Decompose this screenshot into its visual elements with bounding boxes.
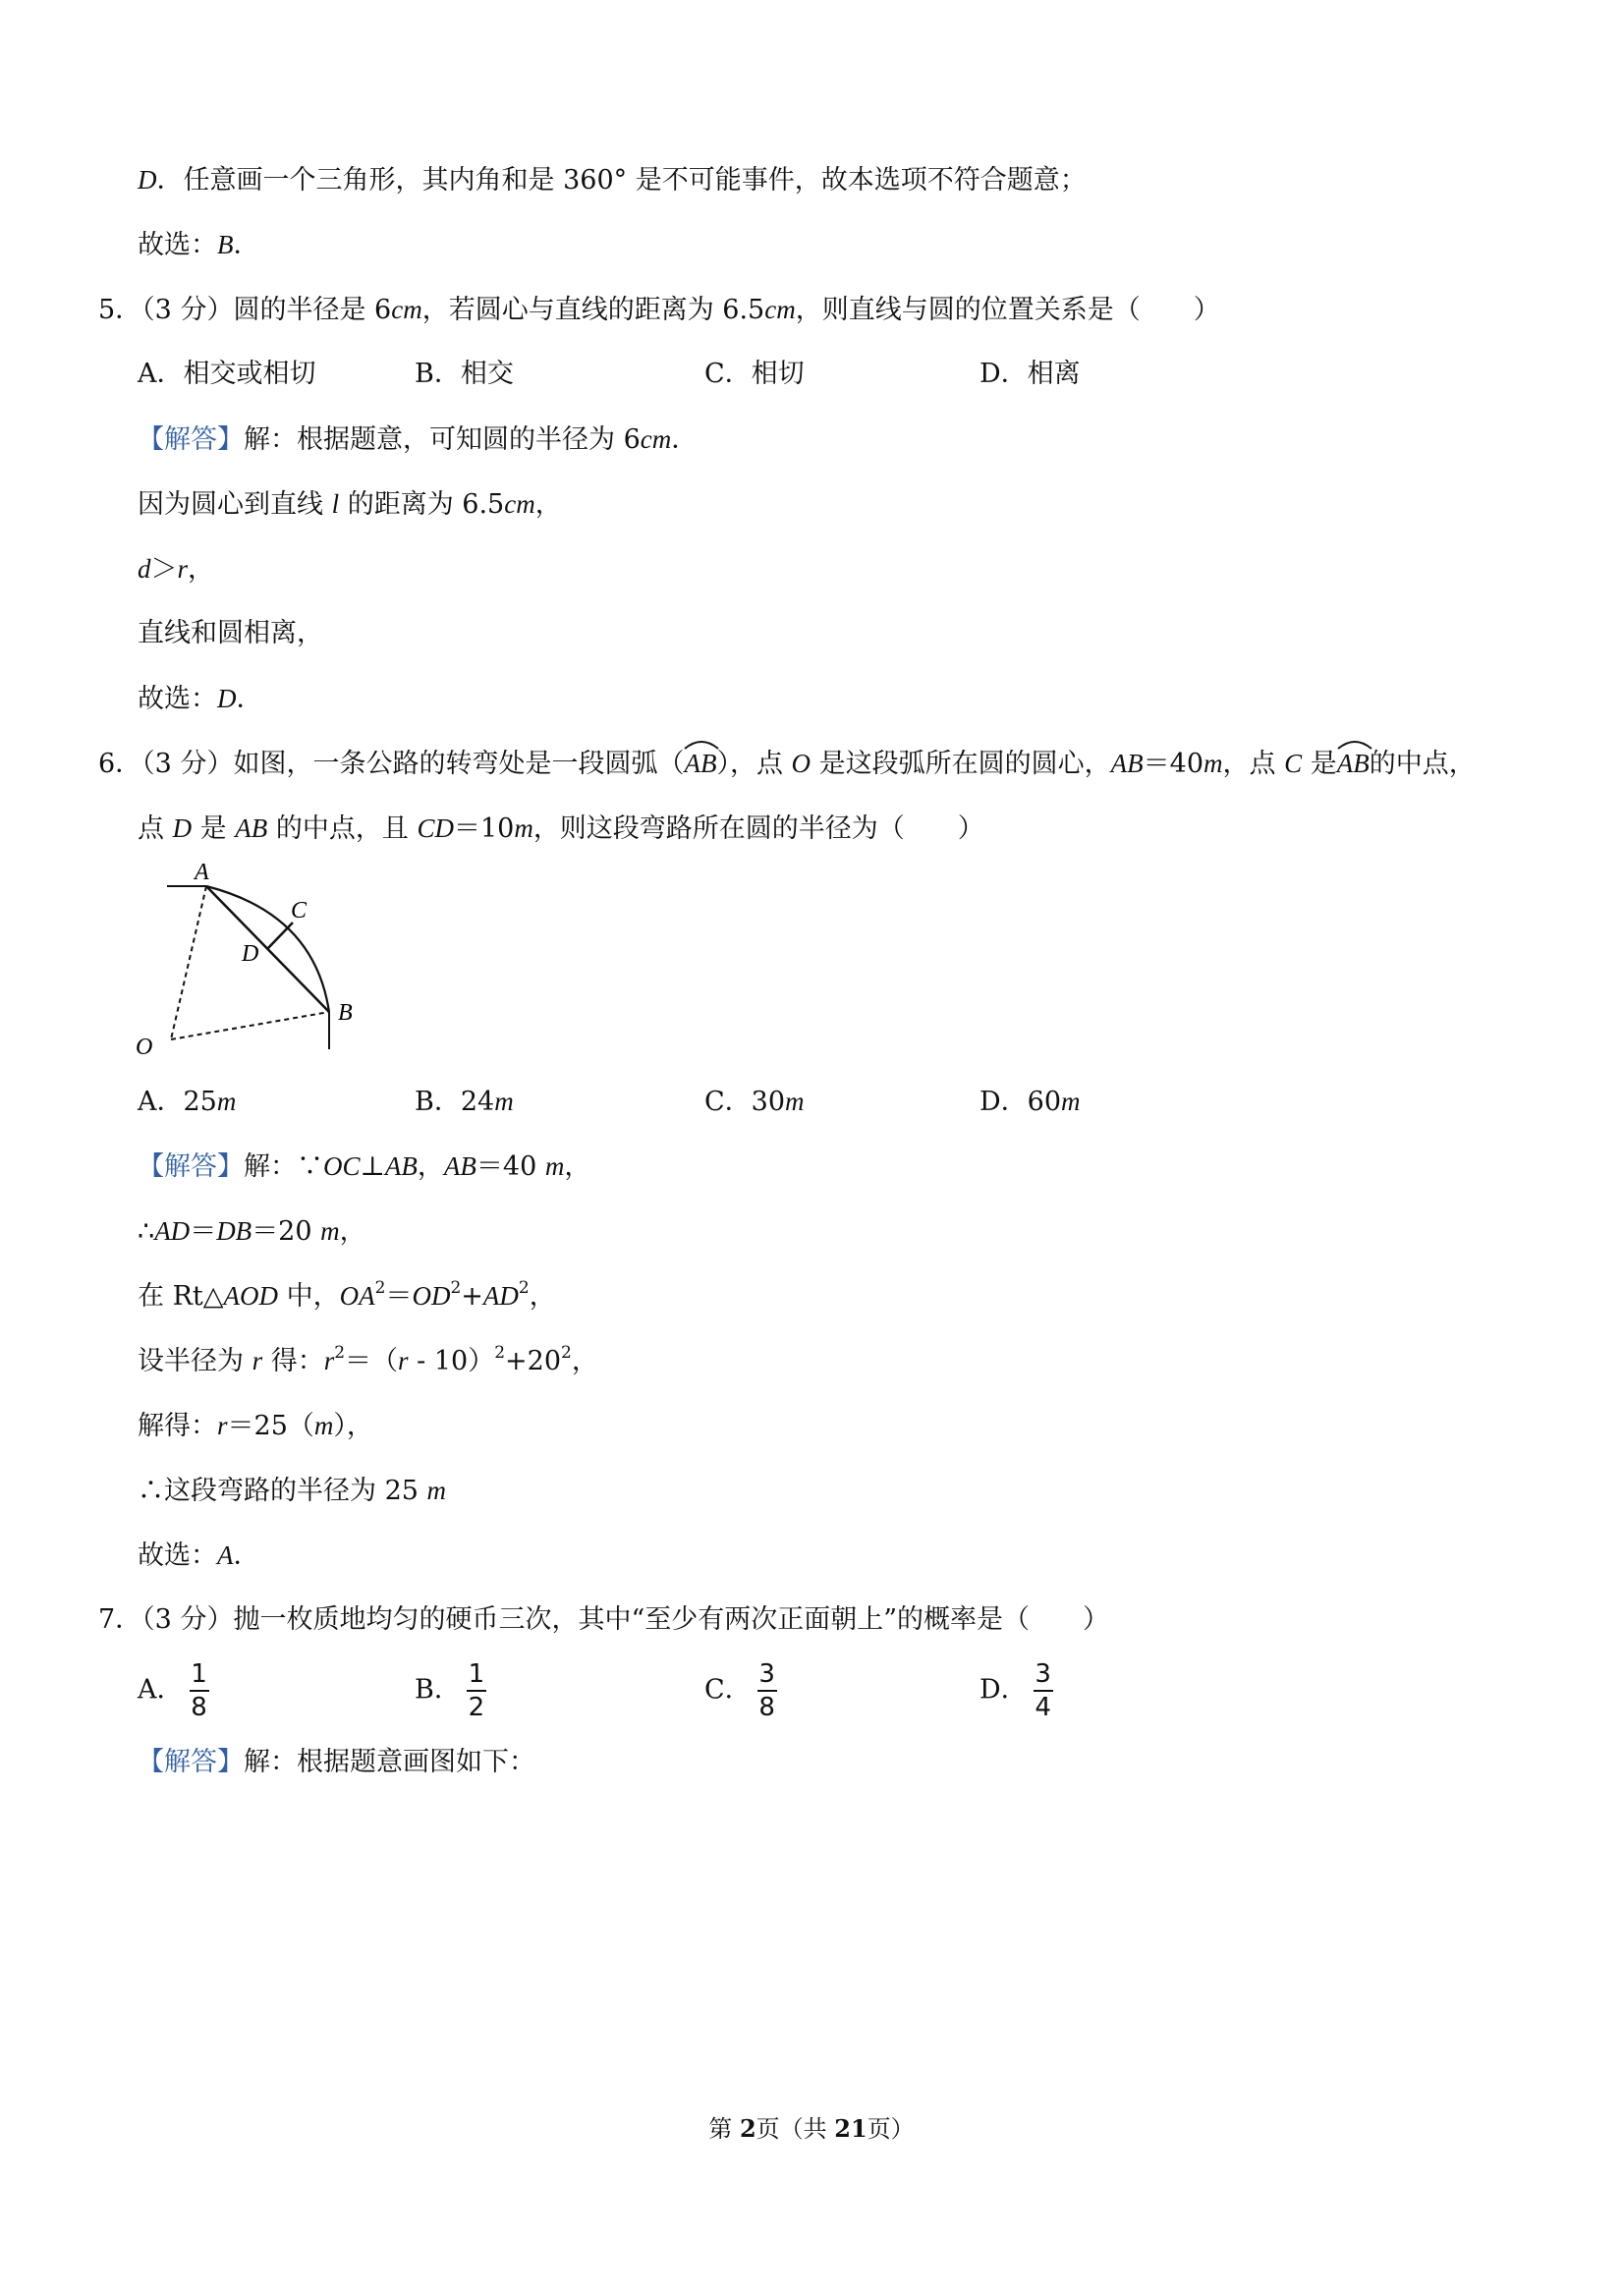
segment-cd (267, 923, 293, 949)
q5-option-c: C．相切 (704, 359, 805, 389)
q6-option-c: C．30m (704, 1087, 805, 1117)
q5-solution-3: d＞r， (138, 554, 215, 585)
q7-stem: 7．（3 分）抛一枚质地均匀的硬币三次，其中“至少有两次正面朝上”的概率是（ ） (98, 1604, 1110, 1635)
label-c: C (291, 898, 308, 924)
q7-option-b: B． $\frac{1}{2}$ (415, 1659, 485, 1722)
q6-option-d: D．60m (979, 1087, 1081, 1117)
label-d: D (242, 941, 259, 967)
q6-solution-2: ∴AD＝DB＝20 m， (138, 1216, 366, 1247)
q6-solution-1: 【解答】解：∵OC⊥AB，AB＝40 m， (138, 1151, 591, 1182)
q6-solution-5: 解得：r＝25（m）， (138, 1411, 373, 1441)
page-footer: 第 2页（共 21页） (708, 2114, 915, 2143)
q7-option-c: C． $\frac{3}{8}$ (704, 1659, 775, 1722)
prev-option-d-explanation: D．任意画一个三角形，其内角和是 360° 是不可能事件，故本选项不符合题意； (138, 165, 1087, 196)
fraction: $\frac{3}{4}$ (1035, 1659, 1051, 1722)
label-o: O (136, 1035, 153, 1060)
arc-ab-symbol: AB (1337, 747, 1370, 780)
radius-oa (171, 886, 206, 1039)
fraction: $\frac{1}{8}$ (191, 1659, 207, 1722)
q5-solution-1: 【解答】解：根据题意，可知圆的半径为 6cm． (138, 424, 699, 455)
q6-choice: 故选：A． (138, 1540, 260, 1571)
q6-stem-1: 6．（3 分）如图，一条公路的转弯处是一段圆弧（ AB），点 O 是这段弧所在圆的圆心，AB＝40m，点 C 是 AB的中点， (98, 747, 1476, 781)
q5-solution-2: 因为圆心到直线 l 的距离为 6.5cm， (138, 489, 562, 520)
answer-tag: 【解答】 (138, 1747, 244, 1777)
q5-solution-4: 直线和圆相离， (138, 618, 323, 648)
prev-choice: 故选：B． (138, 230, 260, 260)
q6-stem-2: 点 D 是 AB 的中点，且 CD＝10m，则这段弯路所在圆的半径为（ ） (138, 813, 984, 844)
q7-solution-1: 【解答】解：根据题意画图如下： (138, 1747, 535, 1777)
label-b: B (338, 1000, 353, 1026)
answer-tag: 【解答】 (138, 424, 244, 455)
q6-solution-6: ∴这段弯路的半径为 25 m (138, 1476, 447, 1506)
fraction: $\frac{1}{2}$ (468, 1659, 485, 1722)
label-a: A (195, 860, 209, 885)
fraction: $\frac{3}{8}$ (758, 1659, 775, 1722)
answer-tag: 【解答】 (138, 1151, 244, 1182)
q5-option-a: A．相交或相切 (138, 359, 316, 389)
q6-option-b: B．24m (415, 1087, 514, 1117)
radius-ob (171, 1012, 329, 1039)
road-arc-figure (128, 855, 383, 1066)
q6-solution-3: 在 Rt△AOD 中，$OA^2=OD^2+AD^2$， (138, 1278, 556, 1312)
q7-option-d: D． $\frac{3}{4}$ (979, 1659, 1051, 1722)
q6-solution-4: 设半径为 r 得：$r^2=(r - 10)^2+20^2$， (138, 1343, 598, 1376)
q5-stem: 5．（3 分）圆的半径是 6cm，若圆心与直线的距离为 6.5cm，则直线与圆的位置关系是（ ） (98, 295, 1220, 325)
q5-option-b: B．相交 (415, 359, 514, 389)
q6-option-a: A．25m (138, 1087, 237, 1117)
q5-option-d: D．相离 (979, 359, 1081, 389)
arc-ab-symbol: AB (684, 747, 716, 780)
q7-option-a: A． $\frac{1}{8}$ (138, 1659, 207, 1722)
q5-choice: 故选：D． (138, 684, 263, 714)
